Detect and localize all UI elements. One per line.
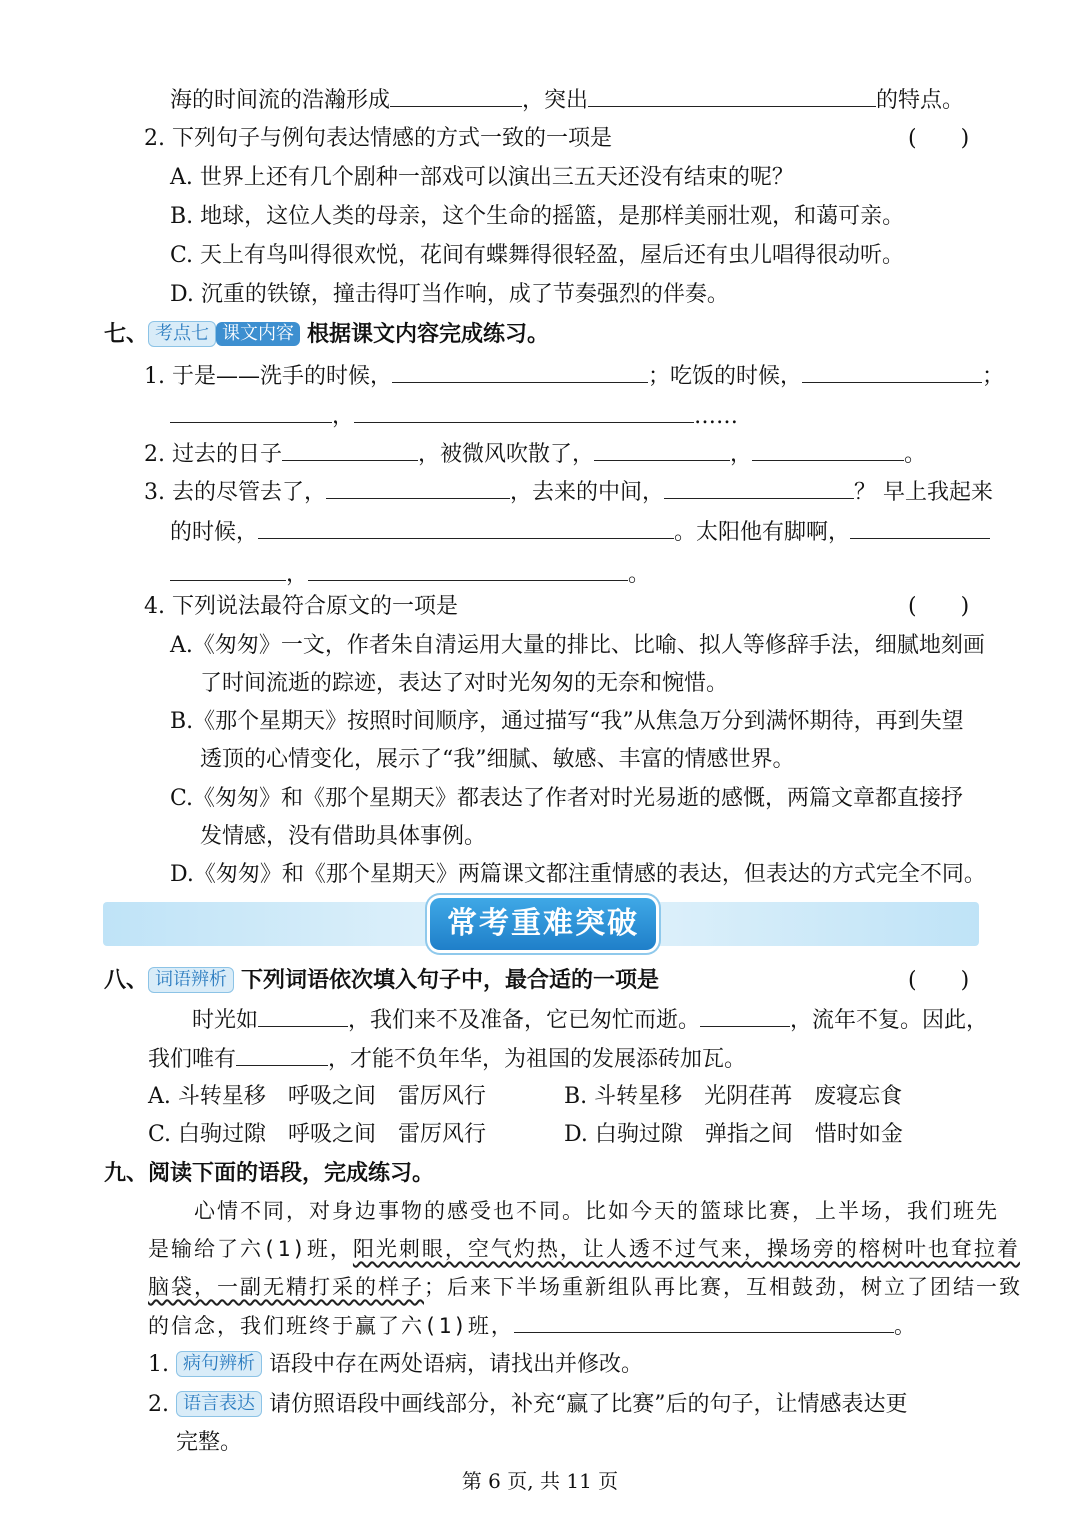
- passage-line: [148, 1310, 917, 1341]
- question-text: 请仿照语段中画线部分，补充“赢了比赛”后的句子，让情感表达更: [269, 1392, 908, 1417]
- question-number: 1.: [148, 1352, 169, 1377]
- answer-blank[interactable]: [802, 360, 982, 383]
- q7-3: [144, 476, 993, 508]
- banner-title: 常考重难突破: [430, 898, 656, 950]
- answer-blank[interactable]: [588, 84, 876, 107]
- q7-4-option-a-cont: 了时间流逝的踪迹，表达了对时光匆匆的无奈和惋惜。: [200, 671, 729, 696]
- answer-blank[interactable]: [354, 400, 694, 423]
- option-d: D. 沉重的铁镣，撞击得叮当作响，成了节奏强烈的伴奏。: [170, 282, 729, 307]
- text: 1. 于是——洗手的时候，: [144, 364, 392, 389]
- section-8-header: [104, 966, 659, 996]
- text: 2. 过去的日子: [144, 442, 282, 467]
- text: 的时候，: [170, 520, 259, 545]
- passage-line: 心情不同，对身边事物的感受也不同。比如今天的篮球比赛，上半场，我们班先: [194, 1199, 999, 1223]
- answer-blank[interactable]: [514, 1310, 894, 1333]
- answer-blank[interactable]: [282, 438, 418, 461]
- answer-blank[interactable]: [752, 438, 904, 461]
- q7-4-option-c: C.《匆匆》和《那个星期天》都表达了作者对时光易逝的感慨，两篇文章都直接抒: [170, 786, 964, 811]
- text: ，被微风吹散了，: [417, 442, 594, 467]
- page-number: 第 6 页, 共 11 页: [461, 1469, 619, 1493]
- answer-paren[interactable]: ( ): [908, 594, 970, 619]
- text: ，: [286, 562, 309, 587]
- text: ，: [332, 404, 355, 429]
- answer-blank[interactable]: [308, 558, 628, 581]
- answer-blank[interactable]: [258, 516, 674, 539]
- answer-blank[interactable]: [236, 1043, 328, 1066]
- section-9-title: 九、阅读下面的语段，完成练习。: [104, 1161, 435, 1186]
- q7-4-option-d: D.《匆匆》和《那个星期天》两篇课文都注重情感的表达，但表达的方式完全不同。: [170, 862, 986, 887]
- text: ……: [694, 404, 739, 429]
- question-stem: 2. 下列句子与例句表达情感的方式一致的一项是: [144, 126, 612, 151]
- text: ；: [982, 364, 1005, 389]
- answer-blank[interactable]: [700, 1004, 790, 1027]
- text: ；后来下半场重新组队再比赛，互相鼓劲，树立了团结一致: [424, 1275, 1022, 1299]
- underlined-text: 阳光刺眼，空气灼热，让人透不过气来，操场旁的榕树叶也耷拉着: [352, 1237, 1020, 1261]
- answer-paren[interactable]: ( ): [908, 126, 970, 151]
- text: 。: [893, 1314, 917, 1338]
- topic-tag: 课文内容: [216, 322, 300, 346]
- q7-4-option-c-cont: 发情感，没有借助具体事例。: [200, 824, 487, 849]
- section-title: 下列词语依次填入句子中，最合适的一项是: [241, 968, 660, 993]
- q9-1: [148, 1350, 643, 1380]
- option-c: C. 天上有鸟叫得很欢悦，花间有蝶舞得很轻盈，屋后还有虫儿唱得很动听。: [170, 243, 905, 268]
- text: ，去来的中间，: [509, 480, 664, 505]
- section-number: 七、: [104, 322, 149, 347]
- topic-tag: 词语辨析: [148, 967, 234, 993]
- text: ，突出: [522, 88, 589, 113]
- text: ，我们来不及准备，它已匆忙而逝。: [348, 1008, 701, 1033]
- q9-2-cont: 完整。: [176, 1430, 243, 1455]
- topic-tag: 病句辨析: [176, 1351, 262, 1377]
- answer-blank[interactable]: [664, 476, 854, 499]
- q9-2: [148, 1390, 908, 1420]
- answer-blank[interactable]: [390, 84, 522, 107]
- section-title: 根据课文内容完成练习。: [307, 322, 550, 347]
- q8-sentence-2: [148, 1043, 746, 1075]
- answer-blank[interactable]: [170, 558, 286, 581]
- text: 是输给了六(1)班，: [148, 1237, 353, 1261]
- underlined-text: 脑袋，一副无精打采的样子: [148, 1275, 424, 1299]
- q7-4-option-b: B.《那个星期天》按照时间顺序，通过描写“我”从焦急万分到满怀期待，再到失望: [170, 709, 964, 734]
- text: 海的时间流的浩瀚形成: [170, 88, 391, 113]
- answer-blank[interactable]: [258, 1004, 348, 1027]
- top-line: [170, 84, 964, 116]
- q7-1-cont: [170, 400, 738, 432]
- answer-blank[interactable]: [850, 516, 990, 539]
- passage-line: [148, 1234, 1020, 1264]
- section-7-header: [104, 320, 549, 350]
- section-number: 八、: [104, 968, 149, 993]
- question-number: 2.: [148, 1392, 169, 1417]
- text: 。: [904, 442, 927, 467]
- option-b: B. 地球，这位人类的母亲，这个生命的摇篮，是那样美丽壮观，和蔼可亲。: [170, 204, 905, 229]
- text: 。: [628, 562, 651, 587]
- text: 的信念，我们班终于赢了六(1)班，: [148, 1314, 514, 1338]
- text: ？ 早上我起来: [854, 480, 993, 505]
- answer-blank[interactable]: [594, 438, 730, 461]
- answer-blank[interactable]: [170, 400, 332, 423]
- option-a: A. 世界上还有几个剧种一部戏可以演出三五天还没有结束的呢？: [170, 165, 794, 190]
- answer-blank[interactable]: [392, 360, 648, 383]
- q8-sentence-1: [192, 1004, 988, 1036]
- topic-tag: 语言表达: [176, 1391, 262, 1417]
- text: 。太阳他有脚啊，: [674, 520, 851, 545]
- q8-option-a: A. 斗转星移 呼吸之间 雷厉风行: [148, 1084, 486, 1109]
- q8-option-b: B. 斗转星移 光阴荏苒 废寝忘食: [564, 1084, 903, 1109]
- q7-3-cont2: [170, 558, 650, 590]
- q7-2: [144, 438, 926, 470]
- text: ，才能不负年华，为祖国的发展添砖加瓦。: [328, 1047, 747, 1072]
- text: ；吃饭的时候，: [647, 364, 802, 389]
- q7-4-stem: 4. 下列说法最符合原文的一项是: [144, 594, 458, 619]
- passage-line: [148, 1272, 1022, 1302]
- text: 我们唯有: [148, 1047, 237, 1072]
- q7-3-cont: [170, 516, 990, 548]
- text: ，流年不复。因此，: [790, 1008, 989, 1033]
- q8-option-d: D. 白驹过隙 弹指之间 惜时如金: [564, 1122, 903, 1147]
- text: 的特点。: [876, 88, 965, 113]
- text: 3. 去的尽管去了，: [144, 480, 326, 505]
- question-text: 语段中存在两处语病，请找出并修改。: [269, 1352, 644, 1377]
- text: ，: [730, 442, 753, 467]
- answer-blank[interactable]: [326, 476, 510, 499]
- q7-4-option-a: A.《匆匆》一文，作者朱自清运用大量的排比、比喻、拟人等修辞手法，细腻地刻画: [170, 633, 985, 658]
- answer-paren[interactable]: ( ): [908, 968, 970, 993]
- topic-tag: 考点七: [148, 321, 216, 347]
- q7-1: [144, 360, 1004, 392]
- q8-option-c: C. 白驹过隙 呼吸之间 雷厉风行: [148, 1122, 487, 1147]
- text: 时光如: [192, 1008, 259, 1033]
- q7-4-option-b-cont: 透顶的心情变化，展示了“我”细腻、敏感、丰富的情感世界。: [200, 747, 795, 772]
